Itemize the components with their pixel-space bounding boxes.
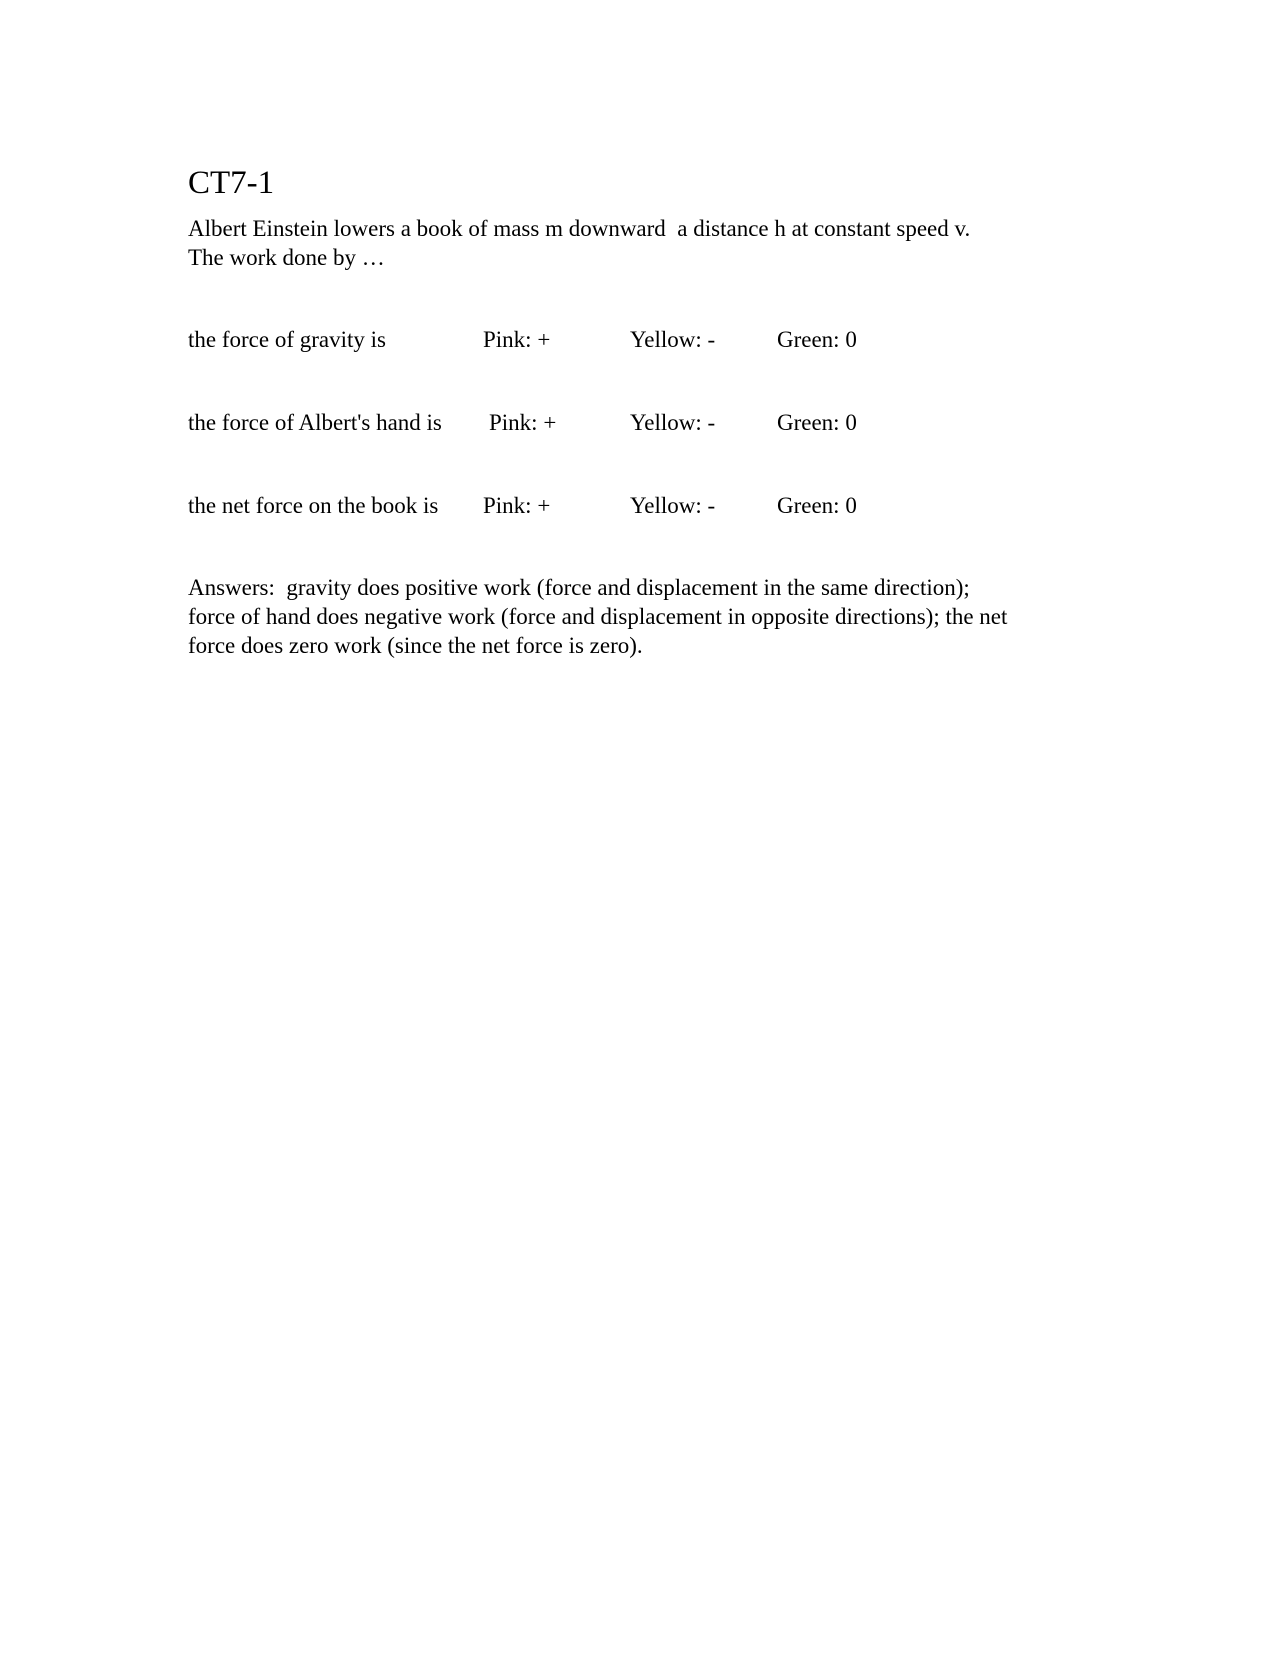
option-row-hand: [188, 408, 948, 438]
pink-option: Pink: +: [489, 410, 557, 435]
question-line-2: The work done by …: [188, 245, 385, 270]
pink-option: Pink: +: [483, 327, 551, 352]
green-option: Green: 0: [777, 410, 857, 435]
answers-line-3: force does zero work (since the net force is zero).: [188, 633, 643, 658]
answers-line-1: Answers: gravity does positive work (force and displacement in the same direction);: [188, 575, 970, 600]
yellow-option: Yellow: -: [630, 410, 716, 435]
answers-line-2: force of hand does negative work (force and displacement in opposite directions); the net: [188, 604, 1008, 629]
document-title: CT7-1: [188, 165, 275, 201]
row-label: the force of gravity is: [188, 327, 386, 352]
pink-option: Pink: +: [483, 493, 551, 518]
yellow-option: Yellow: -: [630, 327, 716, 352]
question-line-1: Albert Einstein lowers a book of mass m downward a distance h at constant speed v.: [188, 216, 971, 241]
row-label: the force of Albert's hand is: [188, 410, 442, 435]
green-option: Green: 0: [777, 493, 857, 518]
option-row-gravity: [188, 325, 948, 355]
row-label: the net force on the book is: [188, 493, 439, 518]
yellow-option: Yellow: -: [630, 493, 716, 518]
green-option: Green: 0: [777, 327, 857, 352]
question-text: [188, 214, 1108, 272]
answers-text: [188, 573, 1108, 660]
option-row-net-force: [188, 491, 948, 521]
